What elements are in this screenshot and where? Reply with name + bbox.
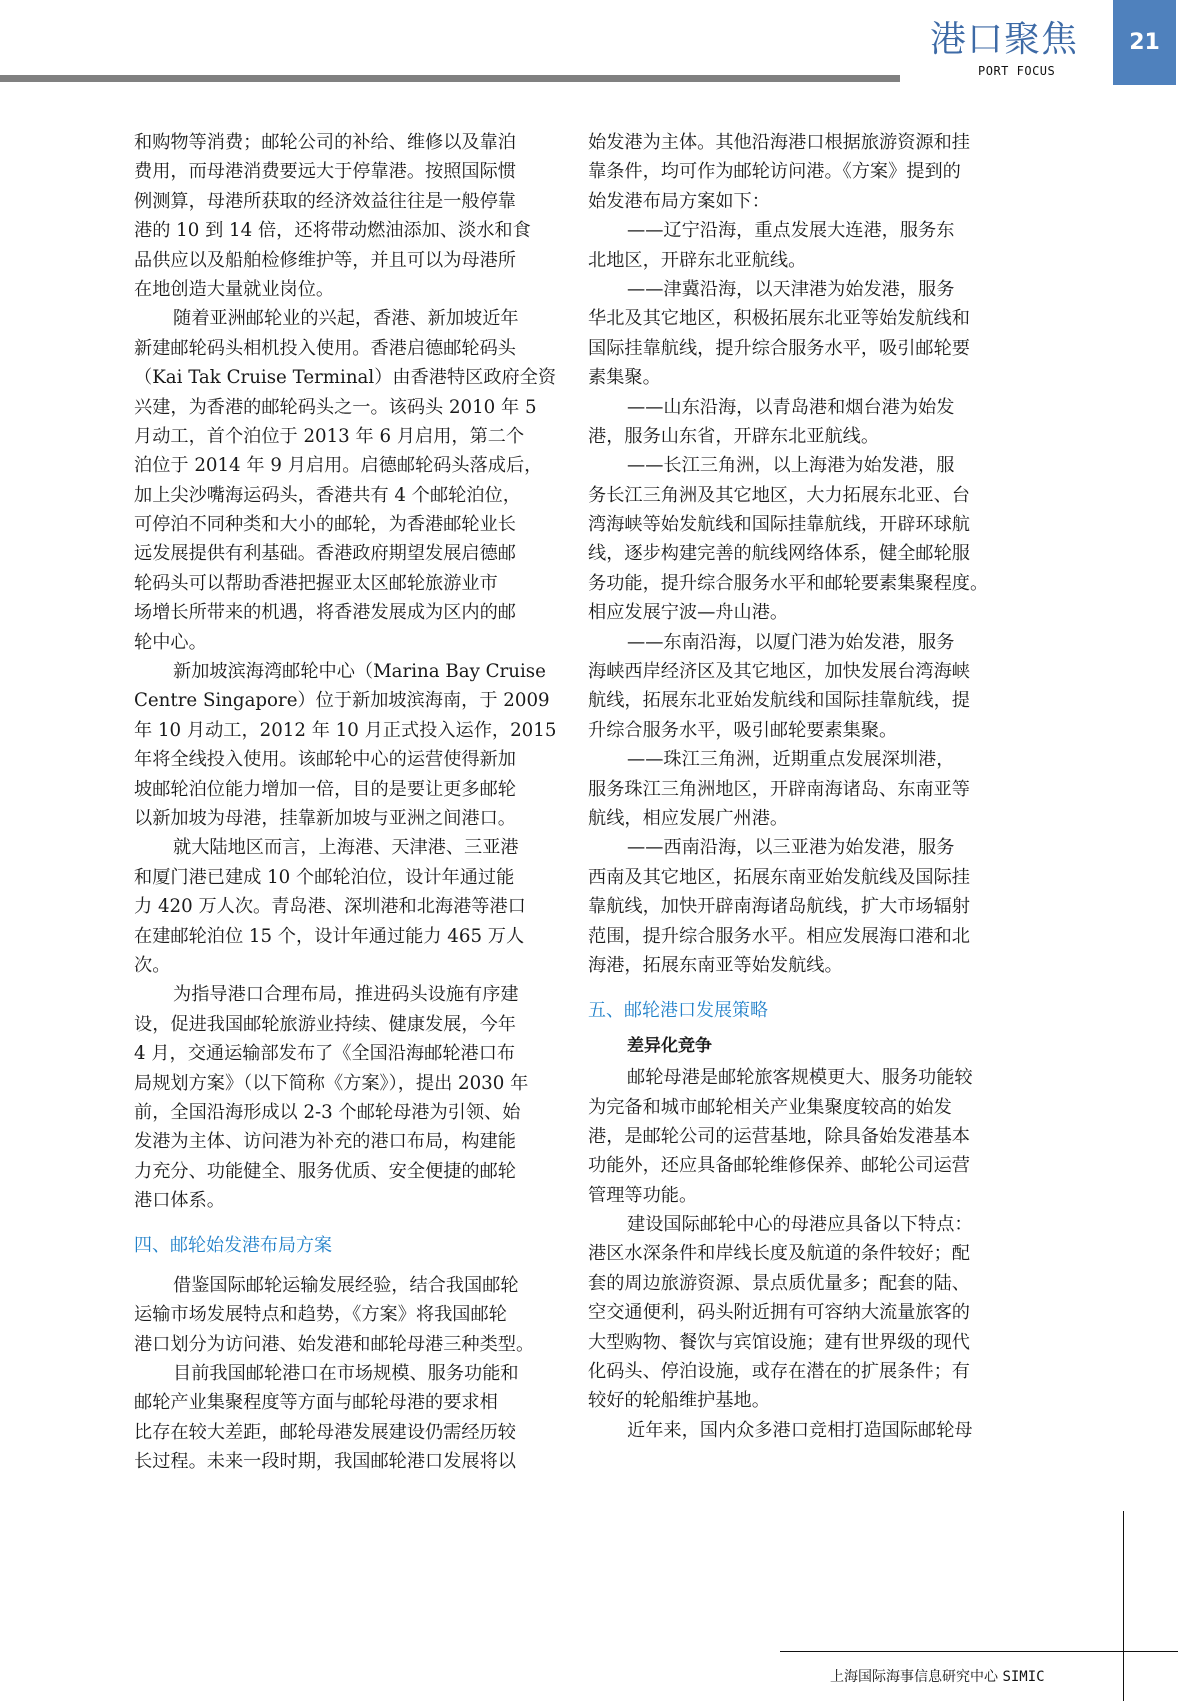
text-line: 航线，相应发展广州港。: [588, 807, 789, 829]
footer: [830, 1666, 1045, 1686]
section-title: 港口聚焦: [930, 19, 1079, 60]
text-line: 务功能，提升综合服务水平和邮轮要素集聚程度。: [588, 572, 989, 594]
text-line: 海港，拓展东南亚等始发航线。: [588, 954, 843, 976]
paragraph: [588, 745, 1028, 833]
text-line: 随着亚洲邮轮业的兴起，香港、新加坡近年: [173, 308, 519, 330]
text-line: 发港为主体、访问港为补充的港口布局，构建能: [134, 1131, 516, 1153]
text-line: 局规划方案》（以下简称《方案》），提出 2030 年: [134, 1072, 529, 1094]
text-line: 港口体系。: [134, 1190, 225, 1212]
text-line: 空交通便利，码头附近拥有可容纳大流量旅客的: [588, 1302, 970, 1324]
text-line: 泊位于 2014 年 9 月启用。启德邮轮码头落成后，: [134, 455, 543, 477]
text-line: 港，是邮轮公司的运营基地，除具备始发港基本: [588, 1125, 970, 1147]
text-line: 借鉴国际邮轮运输发展经验，结合我国邮轮: [173, 1274, 519, 1296]
text-line: 西南及其它地区，拓展东南亚始发航线及国际挂: [588, 866, 970, 888]
footer-org-abbr: SIMIC: [1002, 1669, 1045, 1685]
text-line: ——津冀沿海，以天津港为始发港，服务: [627, 278, 955, 300]
text-line: 升综合服务水平，吸引邮轮要素集聚。: [588, 719, 898, 741]
text-line: 月动工，首个泊位于 2013 年 6 月启用，第二个: [134, 425, 525, 447]
text-line: 长过程。未来一段时期，我国邮轮港口发展将以: [134, 1451, 516, 1473]
text-line: 可停泊不同种类和大小的邮轮，为香港邮轮业长: [134, 514, 516, 536]
text-line: 靠条件，均可作为邮轮访问港。《方案》提到的: [588, 161, 961, 183]
text-line: 在建邮轮泊位 15 个，设计年通过能力 465 万人: [134, 925, 525, 947]
subheading: 差异化竞争: [627, 1035, 712, 1056]
text-line: 坡邮轮泊位能力增加一倍，目的是要让更多邮轮: [134, 778, 516, 800]
section-heading: 四、邮轮始发港布局方案: [134, 1235, 332, 1257]
paragraph: [134, 833, 564, 980]
text-line: 前，全国沿海形成以 2-3 个邮轮母港为引领、始: [134, 1101, 521, 1123]
text-line: 北地区，开辟东北亚航线。: [588, 249, 807, 271]
paragraph: [588, 275, 1028, 393]
text-line: 国际挂靠航线，提升综合服务水平，吸引邮轮要: [588, 337, 970, 359]
text-line: 力 420 万人次。青岛港、深圳港和北海港等港口: [134, 896, 526, 918]
paragraph: [588, 1063, 1028, 1210]
paragraph: [588, 393, 1028, 452]
text-line: 费用，而母港消费要远大于停靠港。按照国际惯: [134, 161, 516, 183]
text-line: 大型购物、餐饮与宾馆设施；建有世界级的现代: [588, 1331, 970, 1353]
text-line: 相应发展宁波—舟山港。: [588, 602, 789, 624]
text-line: 邮轮产业集聚程度等方面与邮轮母港的要求相: [134, 1392, 498, 1414]
text-line: 管理等功能。: [588, 1184, 698, 1206]
paragraph: [134, 1271, 564, 1359]
text-line: 较好的轮船维护基地。: [588, 1390, 770, 1412]
text-line: 范围，提升综合服务水平。相应发展海口港和北: [588, 925, 970, 947]
footer-rule: [780, 1651, 1178, 1652]
text-line: 轮码头可以帮助香港把握亚太区邮轮旅游业市: [134, 572, 498, 594]
text-line: 和购物等消费；邮轮公司的补给、维修以及靠泊: [134, 132, 516, 153]
paragraph: [588, 1416, 1028, 1445]
text-line: ——辽宁沿海，重点发展大连港，服务东: [627, 220, 955, 242]
text-line: 功能外，还应具备邮轮维修保养、邮轮公司运营: [588, 1155, 970, 1177]
paragraph: [588, 1210, 1028, 1416]
text-line: 加上尖沙嘴海运码头，香港共有 4 个邮轮泊位，: [134, 484, 521, 506]
text-line: 就大陆地区而言，上海港、天津港、三亚港: [173, 837, 519, 859]
text-line: 始发港为主体。其他沿海港口根据旅游资源和挂: [588, 132, 970, 153]
text-line: 和厦门港已建成 10 个邮轮泊位，设计年通过能: [134, 866, 515, 888]
text-line: 设，促进我国邮轮旅游业持续、健康发展，今年: [134, 1013, 516, 1035]
text-line: Centre Singapore）位于新加坡滨海南，于 2009: [134, 690, 550, 712]
text-line: 次。: [134, 954, 171, 976]
text-line: 靠航线，加快开辟南海诸岛航线，扩大市场辐射: [588, 896, 970, 918]
text-line: ——东南沿海，以厦门港为始发港，服务: [627, 631, 955, 653]
text-line: 航线，拓展东北亚始发航线和国际挂靠航线，提: [588, 690, 970, 712]
text-line: ——珠江三角洲，近期重点发展深圳港，: [627, 749, 955, 771]
paragraph: [134, 1359, 564, 1477]
text-line: 邮轮母港是邮轮旅客规模更大、服务功能较: [627, 1067, 973, 1089]
text-line: 建设国际邮轮中心的母港应具备以下特点：: [627, 1214, 973, 1236]
text-line: 华北及其它地区，积极拓展东北亚等始发航线和: [588, 308, 970, 330]
footer-org-name: 上海国际海事信息研究中心: [830, 1669, 998, 1685]
text-line: 运输市场发展特点和趋势，《方案》将我国邮轮: [134, 1304, 507, 1326]
paragraph: [588, 128, 1028, 216]
text-line: 海峡西岸经济区及其它地区，加快发展台湾海峡: [588, 661, 970, 683]
paragraph: [588, 833, 1028, 980]
paragraph: [134, 128, 564, 304]
paragraph: [588, 216, 1028, 275]
text-line: （Kai Tak Cruise Terminal）由香港特区政府全资: [134, 367, 557, 389]
text-line: ——长江三角洲，以上海港为始发港，服: [627, 455, 955, 477]
text-line: ——西南沿海，以三亚港为始发港，服务: [627, 837, 955, 859]
text-line: 比存在较大差距，邮轮母港发展建设仍需经历较: [134, 1421, 516, 1443]
paragraph: [134, 980, 564, 1215]
text-line: 港，服务山东省，开辟东北亚航线。: [588, 425, 880, 447]
column-left: [134, 128, 564, 1477]
text-line: 始发港布局方案如下：: [588, 190, 770, 212]
paragraph: [588, 451, 1028, 627]
text-line: 年 10 月动工，2012 年 10 月正式投入运作，2015: [134, 719, 557, 741]
text-line: 品供应以及船舶检修维护等，并且可以为母港所: [134, 249, 516, 271]
text-line: 务长江三角洲及其它地区，大力拓展东北亚、台: [588, 484, 970, 506]
text-line: 轮中心。: [134, 631, 207, 653]
text-line: 套的周边旅游资源、景点质优量多；配套的陆、: [588, 1272, 970, 1294]
text-line: 4 月，交通运输部发布了《全国沿海邮轮港口布: [134, 1043, 516, 1065]
page-number: 21: [1113, 0, 1176, 85]
text-line: 以新加坡为母港，挂靠新加坡与亚洲之间港口。: [134, 807, 516, 829]
text-line: 在地创造大量就业岗位。: [134, 278, 335, 300]
text-line: 为指导港口合理布局，推进码头设施有序建: [173, 984, 519, 1006]
text-line: 线，逐步构建完善的航线网络体系，健全邮轮服: [588, 543, 970, 565]
text-line: 港区水深条件和岸线长度及航道的条件较好；配: [588, 1243, 970, 1265]
text-line: 素集聚。: [588, 367, 661, 389]
text-line: 兴建，为香港的邮轮码头之一。该码头 2010 年 5: [134, 396, 537, 418]
crop-mark-vertical: [1123, 1511, 1124, 1701]
paragraph: [134, 657, 564, 833]
text-line: 港的 10 到 14 倍，还将带动燃油添加、淡水和食: [134, 220, 531, 242]
section-subtitle: PORT FOCUS: [978, 64, 1056, 78]
text-line: 港口划分为访问港、始发港和邮轮母港三种类型。: [134, 1333, 535, 1355]
text-line: 远发展提供有利基础。香港政府期望发展启德邮: [134, 543, 516, 565]
header-rule: [0, 75, 900, 82]
text-line: ——山东沿海，以青岛港和烟台港为始发: [627, 396, 955, 418]
text-line: 湾海峡等始发航线和国际挂靠航线，开辟环球航: [588, 514, 970, 536]
text-line: 例测算，母港所获取的经济效益往往是一般停靠: [134, 190, 516, 212]
text-line: 力充分、功能健全、服务优质、安全便捷的邮轮: [134, 1160, 516, 1182]
paragraph: [134, 304, 564, 657]
text-line: 场增长所带来的机遇，将香港发展成为区内的邮: [134, 602, 516, 624]
section-heading: 五、邮轮港口发展策略: [588, 1000, 768, 1022]
column-right: [588, 128, 1028, 1445]
text-line: 近年来，国内众多港口竞相打造国际邮轮母: [627, 1419, 973, 1441]
text-line: 新加坡滨海湾邮轮中心（Marina Bay Cruise: [173, 661, 546, 683]
paragraph: [588, 628, 1028, 746]
text-line: 为完备和城市邮轮相关产业集聚度较高的始发: [588, 1096, 952, 1118]
text-line: 年将全线投入使用。该邮轮中心的运营使得新加: [134, 749, 516, 771]
text-line: 服务珠江三角洲地区，开辟南海诸岛、东南亚等: [588, 778, 970, 800]
text-line: 化码头、停泊设施，或存在潜在的扩展条件；有: [588, 1361, 970, 1383]
text-line: 新建邮轮码头相机投入使用。香港启德邮轮码头: [134, 337, 516, 359]
text-line: 目前我国邮轮港口在市场规模、服务功能和: [173, 1363, 519, 1385]
